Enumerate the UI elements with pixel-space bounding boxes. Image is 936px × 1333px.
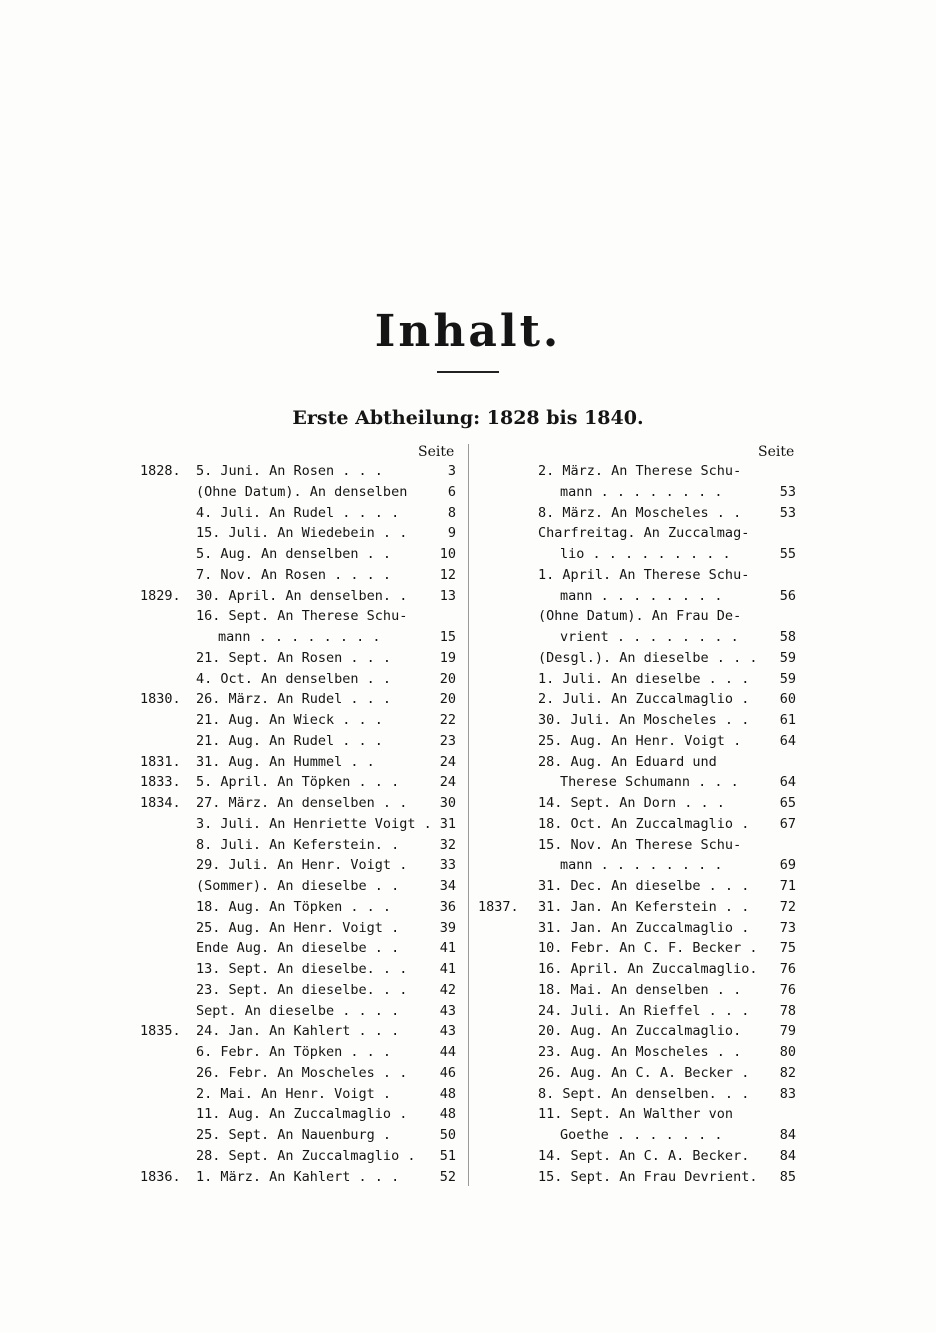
toc-entry [478, 1167, 796, 1188]
toc-entry [140, 544, 456, 565]
entry-page-number: 69 [779, 857, 796, 874]
entry-text: 4. Juli. An Rudel . . . . [196, 504, 400, 521]
entry-text: vrient . . . . . . . . [560, 629, 739, 645]
entry-text: 4. Oct. An denselben . . [196, 670, 392, 687]
toc-entry [478, 1146, 796, 1167]
entry-page-number: 84 [779, 1147, 796, 1164]
toc-entry [478, 876, 796, 897]
toc-entry [478, 1021, 796, 1042]
entry-text: 2. März. An Therese Schu- [538, 463, 742, 479]
toc-entry [140, 959, 456, 980]
entry-page-number: 59 [779, 649, 796, 666]
toc-entry [140, 980, 456, 1001]
entry-text: Ende Aug. An dieselbe . . [196, 940, 400, 957]
entry-page-number: 55 [779, 546, 796, 562]
entry-text: 7. Nov. An Rosen . . . . [196, 566, 392, 583]
toc-entry [478, 752, 796, 773]
entry-text: 31. Aug. An Hummel . . [196, 753, 375, 770]
entry-page-number: 10 [439, 546, 456, 562]
entry-text: 24. Juli. An Rieffel . . . [538, 1002, 750, 1019]
entry-page-number: 65 [779, 795, 796, 811]
toc-entry [140, 1001, 456, 1022]
entry-page-number: 36 [439, 898, 456, 915]
entry-text: 8. Juli. An Keferstein. . [196, 836, 400, 853]
entry-text: (Sommer). An dieselbe . . [196, 878, 400, 894]
entry-text: 16. April. An Zuccalmaglio. [538, 961, 758, 977]
toc-entry [478, 503, 796, 524]
entry-page-number: 3 [447, 463, 456, 479]
entry-page-number: 39 [439, 919, 456, 936]
entry-text: mann . . . . . . . . [560, 483, 723, 500]
entry-page-number: 32 [439, 836, 456, 853]
entry-text: 11. Sept. An Walther von [538, 1106, 734, 1123]
entry-text: 20. Aug. An Zuccalmaglio. [538, 1023, 742, 1040]
entry-text: 15. Sept. An Frau Devrient. [538, 1168, 758, 1185]
entry-page-number: 83 [779, 1085, 796, 1102]
entry-year: 1829. [140, 587, 181, 604]
entry-page-number: 82 [779, 1064, 796, 1081]
entry-text: lio . . . . . . . . . [560, 546, 731, 562]
toc-entry [478, 689, 796, 710]
entry-text: 15. Nov. An Therese Schu- [538, 836, 742, 853]
entry-page-number: 72 [779, 898, 796, 915]
toc-entry [140, 835, 456, 856]
toc-entry [478, 523, 796, 544]
toc-entry [140, 876, 456, 897]
column-divider [468, 444, 469, 1186]
toc-entry [478, 918, 796, 939]
entry-page-number: 8 [447, 504, 456, 521]
right-column-header: Seite [758, 444, 795, 460]
entry-page-number: 50 [439, 1127, 456, 1143]
entry-text: mann . . . . . . . . [560, 587, 723, 604]
entry-page-number: 12 [439, 566, 456, 583]
entry-text: 16. Sept. An Therese Schu- [196, 608, 408, 625]
entry-page-number: 67 [779, 815, 796, 832]
entry-text: 30. Juli. An Moscheles . . [538, 712, 750, 728]
toc-entry [140, 1021, 456, 1042]
toc-entry [140, 648, 456, 669]
entry-page-number: 84 [779, 1127, 796, 1143]
entry-text: 5. April. An Töpken . . . [196, 774, 400, 791]
entry-year: 1837. [478, 898, 519, 915]
entry-page-number: 52 [439, 1168, 456, 1185]
section-heading: Erste Abtheilung: 1828 bis 1840. [292, 407, 644, 429]
entry-page-number: 33 [439, 857, 456, 874]
toc-entry [140, 523, 456, 544]
entry-text: 24. Jan. An Kahlert . . . [196, 1023, 400, 1040]
toc-entry [140, 1146, 456, 1167]
entry-text: 1. Juli. An dieselbe . . . [538, 670, 750, 687]
entry-page-number: 85 [779, 1168, 796, 1185]
entry-page-number: 73 [779, 919, 796, 936]
toc-entry [478, 565, 796, 586]
entry-page-number: 58 [779, 629, 796, 645]
entry-page-number: 22 [439, 712, 456, 728]
entry-text: 11. Aug. An Zuccalmaglio . [196, 1106, 408, 1123]
toc-entry [478, 586, 796, 607]
entry-year: 1834. [140, 795, 181, 811]
entry-page-number: 44 [439, 1044, 456, 1060]
entry-text: Goethe . . . . . . . [560, 1127, 723, 1143]
toc-entry [478, 1001, 796, 1022]
toc-entry [140, 1125, 456, 1146]
entry-page-number: 46 [439, 1064, 456, 1081]
entry-text: 31. Dec. An dieselbe . . . [538, 878, 750, 894]
entry-page-number: 53 [779, 483, 796, 500]
entry-text: 15. Juli. An Wiedebein . . [196, 525, 408, 542]
entry-year: 1833. [140, 774, 181, 791]
entry-page-number: 76 [779, 961, 796, 977]
entry-year: 1830. [140, 691, 181, 708]
toc-entry [478, 835, 796, 856]
toc-entry [140, 897, 456, 918]
entry-text: (Ohne Datum). An Frau De- [538, 608, 742, 625]
toc-entry [478, 1125, 796, 1146]
entry-page-number: 30 [439, 795, 456, 811]
entry-year: 1828. [140, 463, 181, 479]
toc-entry [478, 669, 796, 690]
entry-page-number: 34 [439, 878, 456, 894]
toc-entry [478, 959, 796, 980]
toc-entry [140, 586, 456, 607]
toc-entry [140, 1104, 456, 1125]
entry-text: 25. Aug. An Henr. Voigt . [538, 732, 742, 749]
toc-entry [478, 648, 796, 669]
toc-entry [478, 793, 796, 814]
entry-page-number: 48 [439, 1106, 456, 1123]
toc-entry [478, 544, 796, 565]
toc-entry [140, 938, 456, 959]
entry-text: 18. Oct. An Zuccalmaglio . [538, 815, 750, 832]
entry-text: 13. Sept. An dieselbe. . . [196, 961, 408, 977]
toc-entry [478, 710, 796, 731]
entry-text: 25. Aug. An Henr. Voigt . [196, 919, 400, 936]
entry-text: 26. März. An Rudel . . . [196, 691, 392, 708]
toc-entry [140, 461, 456, 482]
entry-text: Charfreitag. An Zuccalmag- [538, 525, 750, 542]
entry-text: 2. Mai. An Henr. Voigt . [196, 1085, 392, 1102]
toc-entry [140, 1167, 456, 1188]
toc-entry [140, 793, 456, 814]
entry-page-number: 24 [439, 774, 456, 791]
left-column-header: Seite [418, 444, 455, 460]
toc-entry [140, 731, 456, 752]
entry-page-number: 41 [439, 940, 456, 957]
entry-page-number: 78 [779, 1002, 796, 1019]
entry-page-number: 75 [779, 940, 796, 957]
toc-entry [478, 461, 796, 482]
toc-entry [478, 814, 796, 835]
entry-page-number: 23 [439, 732, 456, 749]
entry-text: 8. März. An Moscheles . . [538, 504, 742, 521]
toc-entry [140, 482, 456, 503]
entry-text: 23. Sept. An dieselbe. . . [196, 981, 408, 998]
toc-entry [478, 731, 796, 752]
entry-page-number: 15 [439, 629, 456, 645]
toc-entry [478, 1104, 796, 1125]
toc-entry [140, 752, 456, 773]
entry-text: mann . . . . . . . . [560, 857, 723, 874]
title-rule [437, 371, 499, 373]
entry-text: Sept. An dieselbe . . . . [196, 1002, 400, 1019]
entry-text: (Desgl.). An dieselbe . . . [538, 649, 758, 666]
entry-page-number: 71 [779, 878, 796, 894]
toc-entry [140, 669, 456, 690]
toc-entry [140, 606, 456, 627]
entry-text: 31. Jan. An Keferstein . . [538, 898, 750, 915]
entry-page-number: 43 [439, 1023, 456, 1040]
toc-entry [478, 1084, 796, 1105]
entry-text: (Ohne Datum). An denselben [196, 483, 408, 500]
entry-text: 5. Juni. An Rosen . . . [196, 463, 383, 479]
toc-entry [140, 855, 456, 876]
entry-text: 5. Aug. An denselben . . [196, 546, 392, 562]
entry-text: 8. Sept. An denselben. . . [538, 1085, 750, 1102]
toc-entry [478, 772, 796, 793]
entry-text: 26. Febr. An Moscheles . . [196, 1064, 408, 1081]
entry-text: 14. Sept. An C. A. Becker. [538, 1147, 750, 1164]
entry-year: 1831. [140, 753, 181, 770]
entry-text: 18. Mai. An denselben . . [538, 981, 742, 998]
entry-page-number: 51 [439, 1147, 456, 1164]
toc-entry [478, 1063, 796, 1084]
toc-entry [140, 710, 456, 731]
entry-text: 21. Aug. An Wieck . . . [196, 712, 383, 728]
entry-year: 1836. [140, 1168, 181, 1185]
toc-entry [140, 1084, 456, 1105]
entry-page-number: 31 [439, 815, 456, 832]
toc-entry [140, 1063, 456, 1084]
toc-entry [140, 1042, 456, 1063]
entry-page-number: 76 [779, 981, 796, 998]
entry-page-number: 80 [779, 1044, 796, 1060]
entry-page-number: 61 [779, 712, 796, 728]
entry-page-number: 42 [439, 981, 456, 998]
entry-text: 21. Sept. An Rosen . . . [196, 649, 392, 666]
entry-page-number: 64 [779, 732, 796, 749]
toc-entry [478, 606, 796, 627]
entry-text: 1. April. An Therese Schu- [538, 566, 750, 583]
entry-page-number: 13 [439, 587, 456, 604]
toc-entry [478, 1042, 796, 1063]
entry-text: 28. Sept. An Zuccalmaglio . [196, 1147, 416, 1164]
toc-entry [140, 503, 456, 524]
toc-entry [478, 482, 796, 503]
toc-entry [140, 565, 456, 586]
toc-entry [140, 689, 456, 710]
entry-page-number: 60 [779, 691, 796, 708]
entry-page-number: 56 [779, 587, 796, 604]
entry-page-number: 64 [779, 774, 796, 791]
entry-text: 25. Sept. An Nauenburg . [196, 1127, 392, 1143]
entry-text: 30. April. An denselben. . [196, 587, 408, 604]
entry-text: 3. Juli. An Henriette Voigt . [196, 815, 432, 832]
entry-text: 23. Aug. An Moscheles . . [538, 1044, 742, 1060]
entry-page-number: 9 [447, 525, 456, 542]
entry-text: 1. März. An Kahlert . . . [196, 1168, 400, 1185]
entry-page-number: 19 [439, 649, 456, 666]
toc-entry [478, 897, 796, 918]
toc-entry [140, 772, 456, 793]
toc-entry [140, 918, 456, 939]
entry-year: 1835. [140, 1023, 181, 1040]
entry-text: 6. Febr. An Töpken . . . [196, 1044, 392, 1060]
entry-page-number: 20 [439, 670, 456, 687]
entry-page-number: 53 [779, 504, 796, 521]
entry-page-number: 79 [779, 1023, 796, 1040]
entry-page-number: 43 [439, 1002, 456, 1019]
entry-text: 21. Aug. An Rudel . . . [196, 732, 383, 749]
right-toc-column [478, 461, 796, 1187]
entry-page-number: 59 [779, 670, 796, 687]
page-title: Inhalt. [374, 306, 562, 357]
toc-entry [478, 855, 796, 876]
entry-text: 18. Aug. An Töpken . . . [196, 898, 392, 915]
entry-text: 14. Sept. An Dorn . . . [538, 795, 725, 811]
entry-text: 26. Aug. An C. A. Becker . [538, 1064, 750, 1081]
toc-entry [478, 938, 796, 959]
entry-page-number: 24 [439, 753, 456, 770]
entry-text: 29. Juli. An Henr. Voigt . [196, 857, 408, 874]
toc-entry [140, 627, 456, 648]
entry-text: Therese Schumann . . . [560, 774, 739, 791]
entry-text: 27. März. An denselben . . [196, 795, 408, 811]
entry-text: mann . . . . . . . . [218, 629, 381, 645]
entry-text: 2. Juli. An Zuccalmaglio . [538, 691, 750, 708]
entry-text: 31. Jan. An Zuccalmaglio . [538, 919, 750, 936]
toc-entry [140, 814, 456, 835]
entry-page-number: 20 [439, 691, 456, 708]
toc-entry [478, 627, 796, 648]
entry-page-number: 48 [439, 1085, 456, 1102]
entry-text: 28. Aug. An Eduard und [538, 753, 717, 770]
entry-text: 10. Febr. An C. F. Becker . [538, 940, 758, 957]
toc-entry [478, 980, 796, 1001]
entry-page-number: 6 [447, 483, 456, 500]
entry-page-number: 41 [439, 961, 456, 977]
left-toc-column [140, 461, 456, 1187]
